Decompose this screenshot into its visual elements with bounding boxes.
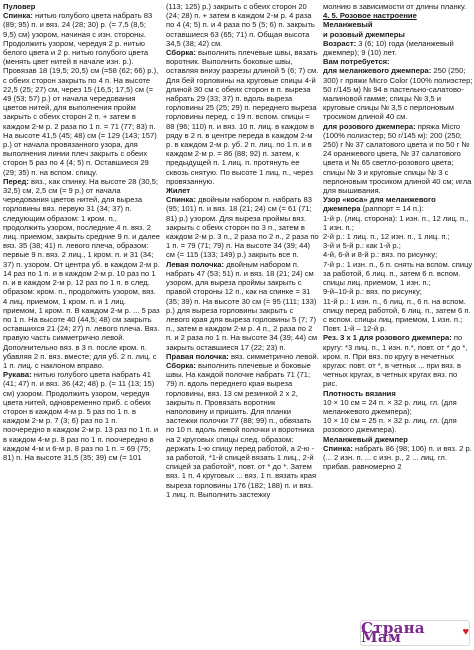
kosa-label: Узор «коса» для меланжевого джемпера — [323, 195, 436, 214]
assembly-label: Сборка: — [166, 48, 196, 58]
age-label: Возраст: — [323, 38, 357, 48]
paragraph-vest-assembly — [166, 361, 319, 499]
section-title: 4. 5. Розовое настроение — [323, 11, 417, 21]
materials-melange-label: для меланжевого джемпера: — [323, 66, 432, 76]
materials-label: Вам потребуется: — [323, 57, 390, 67]
rib-text: по кругу: *3 лиц. п., 1 изн. п.*, повт. от * до *, кром. п. При вяз. по кругу в нечетных кругах: повт. от *, в четных ... при вяз. в четных кругах, в четных кругах вяз. по рис. — [323, 333, 468, 389]
front-label: Перед: — [3, 176, 29, 186]
sleeves-label: Рукава: — [3, 370, 32, 380]
paragraph-kosa — [323, 195, 473, 213]
vest-back-label: Спинка: — [166, 195, 196, 205]
intro-text: молнию в зависимости от длины планку. — [323, 2, 467, 11]
materials-melange-text: 250 (250; 300) г пряжи Micro Color (100% полиэстер; 50 г/145 м) № 94 в пастельно-салатово-малиновой гамме; спицы № 3,5 и круговые спицы № 3,5 с перлоновым тросиком длиной 40 см. — [323, 66, 473, 122]
right-front-text: вяз. симметрично левой. — [230, 351, 319, 361]
kosa-row-7: 7-й р.: 1 изн. п., 6 п. снять на вспом. спицу за работой, 6 лиц. п., затем 6 п. вспом. спицы лиц. приемом, 1 изн. п.; — [323, 259, 473, 288]
kosa-row-9: 9-й–10-й р.: вяз. по рисунку; — [323, 287, 422, 297]
density-melange: 10 × 10 см = 24 п. × 32 р. лиц. гл. (для меланжевого джемпера); — [323, 397, 457, 416]
paragraph-materials-pink — [323, 122, 473, 196]
paragraph-vest-back — [166, 195, 319, 259]
kosa-rapport: (раппорт = 14 п.): — [362, 204, 424, 214]
melange-title: Меланжевый джемпер — [323, 434, 408, 444]
melange-back-label: Спинка: — [323, 443, 353, 453]
paragraph-sleeves — [3, 370, 160, 462]
density-label: Плотность вязания — [323, 388, 396, 398]
column-1 — [3, 2, 160, 648]
kosa-row-4: 4-й, 6-й и 8-й р.: вяз. по рисунку; — [323, 250, 438, 260]
paragraph-back — [3, 11, 160, 177]
heart-icon: ♥ — [462, 626, 469, 639]
column-2 — [166, 2, 319, 648]
paragraph-melange-back — [323, 444, 473, 472]
paragraph-materials-melange — [323, 66, 473, 121]
paragraph-front — [3, 177, 160, 370]
vest-assembly-label: Сборка: — [166, 360, 196, 370]
front-text: вяз., как спинку. На высоте 28 (30,5; 32,5) см, 2,5 см (= 9 р.) от начала чередования цветов нитей, для выреза горловины вяз. первую 31 (34; 37) п. следующим образом: 1 кром. п., продолжить узором, последние 4 п. вяз. 2 лиц. приемом, закрыть средние 9 п. и далее вяз. 35 (38; 41) п. левого плеча, образом: первые 9 п. вяз. 2 лиц., 1 кром. п. и 31 (34; 37) п. узором. От центра уб. в каждом 2-м р. 14 раз по 1 п. и в каждом 2-м р. 10 раз по 1 п. и в каждом 2-м р. 12 раз по 1 п. в след. образом: кром. п., продолжить узором, вяз. 4 лиц. приемом, 1 кром. п. и 1 лиц. приемом, 1 кром. п. В каждом 2-м р. ... 5 раз по 1 п. На высоте 40 (44,5; 48) см закрыть оставшихся 21 (24; 27) п. левого плеча. Вяз. правую часть симметрично левой. Дополнительно вяз. в 3 п. после кром. п. убавляя 2 п. вяз. вместе; для уб. 2 п. лиц. с 1 п. лиц. с наклоном вправо. — [3, 176, 160, 370]
density-pink: 10 × 10 см = 25 п. × 32 р. лиц. гл. (для розового джемпера). — [323, 416, 457, 435]
paragraph-right-front — [166, 352, 319, 361]
right-front-label: Правая полочка: — [166, 351, 229, 361]
paragraph-left-front — [166, 260, 319, 352]
materials-pink-label: для розового джемпера: — [323, 121, 416, 131]
paragraph-age — [323, 39, 473, 57]
back-text: нитью голубого цвета набрать 83 (89; 95) п. и вяз. 24 (28; 30) р. (= 7,5 (8,5; 9,5) см) узором, начиная с изн. стороны. Продолжить узором, чередуя 2 р. нитью белого цвета и 2 р. нитью голубого цвета (менять цвет нитей в начале изн. р.). Провязав 18 (19,5; 20,5) см (=58 (62; 66) р.), с обеих сторон закрыть по 4 п. На высоте 22,5 (25; 27) см, через 15 (16,5; 17,5) см (= 49 (53; 57) р.) от начала чередования цветов нитей, для выполнения пройм закрыть с обеих сторон 2 п. + затем в каждом 2-м р. 2 раза по 1 п. = 71 (77; 83) п. На высоте 41,5 (45; 48) см (= 129 (143; 157) р.) от начала провязанного узора, для выполнения линии плеч закрыть с обеих сторон 5 раз по 4 (4; 5) п. Оставшиеся 29 (29; 35) п. на вспом. спицу. — [3, 11, 159, 177]
paragraph-assembly — [166, 48, 319, 186]
sleeves-continued: (113; 125) р.) закрыть с обеих сторон 20 (24; 28) п. + затем в каждом 2-м р. 4 раза по 4 (4; 5) п. и 4 раза по 5 (5; 6) п. закрыть оставшиеся 63 (65; 71) п. Общая высота 34,5 (38; 42) см. — [166, 2, 315, 48]
section-subtitle-2: и розовый джемперы — [323, 29, 405, 39]
vest-title: Жилет — [166, 186, 191, 196]
melange-back-text: набрать 86 (98; 106) п. и вяз. 2 р. (... 2 изн. п. ... с изн. р., 2 ... лиц. гл. прибав. равномерно 2 — [323, 443, 472, 472]
kosa-row-3: 3-й и 5-й р.: как 1-й р.; — [323, 241, 401, 251]
left-front-text: двойным набором п. набрать 47 (53; 51) п. и вяз. 18 (21; 24) см узором, для выреза проймы закрыть с правой стороны 12 п., как на спинке = 31 (35; 39) п. На высоте 30 см (= 95 (111; 133) р.) для выреза горловины закрыть с левого края для выреза горловины 5 (7; 7) п., затем в каждом 2-м р. 4 п., 2 раза по 2 п. и 2 раза по 1 п. На высоте 34 (39; 44) см закрыть оставшиеся 17 (22; 23) п. — [166, 259, 318, 352]
vest-back-text: двойным набором п. набрать 83 (95; 101) п. и вяз. 18 (21; 24) см (= 61 (71; 81) р.) узором. Для выреза проймы вяз. закрыть с обеих сторон по 3 п., затем в каждом 2-м р. 3 п., 2 раза по 2 п., 2 раза по 1 п. = 79 (71; 79) п. На высоте 34 (39; 44) см (= 115 (133; 149) р.) закрыть все п. — [166, 195, 319, 260]
kosa-row-1: 1-й р. (лиц. сторона): 1 изн. п., 12 лиц. п., 1 изн. п.; — [323, 213, 469, 232]
back-label: Спинка: — [3, 11, 33, 21]
paragraph-rib — [323, 333, 473, 388]
section-subtitle-1: Меланжевый — [323, 20, 373, 30]
left-front-label: Левая полочка: — [166, 259, 225, 269]
pullover-title: Пуловер — [3, 2, 36, 11]
kosa-repeat: Повт. 1-й – 12-й р. — [323, 324, 387, 334]
assembly-text: выполнить плечевые швы, вязать воротник. Выполнить боковые швы, оставляя внизу разрезы длиной 5 (6; 7) см. Для бей горловины на круговые спицы 4-й длиной 30 см с обеих сторон в п. выреза набрать 29 (33; 37) п. вдоль выреза горловины 25 (25; 29) п. переднего выреза горловины перед. с 19 п. вспом. спицы = 88 (96; 110) п. и вяз. 10 п. лиц. в каждом в ряду в 2 п. в центре переда в каждом 2-м р. в каждом 2-м р. уб. 2 п. лиц. по 1 п. и в каждом 2-м р. = 86 (88; 92) п. затем, к предыдущей п. 1 лиц. п. протянуть ее сквозь снятую. По высоте 1 лиц. п., через провязанную. — [166, 48, 319, 186]
site-watermark — [360, 620, 470, 646]
kosa-row-11: 11-й р.: 1 изн. п., 6 лиц. п., 6 п. на вспом. спицу перед работой, 6 лиц. п., затем 6 п. с вспом. спицы лиц. приемом, 1 изн. п.; — [323, 296, 471, 324]
vest-assembly-text: выполнить плечевые и боковые швы. На каждой полочке набрать 71 (71; 79) п. вдоль переднего края выреза горловины, вяз. 13 см резинкой 2 x 2, закрыть п. Провязать воротник наполовину и пришить. Для планки застежки полочки 77 (88; 99) п., обвязать по 10 п. вдоль левой полочки и воротника на 2 круговых спицы след. образом: держать 1-ю спицу перед работой, а 2-ю - за работой, *1-й спицей вязать 1 лиц., 2-й спицей за работой*, повт. от * до *. Затем вяз. 1 п. 4 круговых ... вяз. 1 п. вязать края выреза горловины 176 (182; 188) п. и вяз. 1 лиц. п. Выполнить застежку — [166, 360, 317, 499]
column-3 — [323, 2, 473, 648]
watermark-text: Страна Мам — [361, 618, 425, 646]
rib-label: Рез. 3 х 1 для розового джемпера: — [323, 333, 452, 343]
age-text: 3 (6; 10) года (меланжевый джемпер); 9 (10) лет. — [323, 38, 454, 58]
materials-pink-text: пряжа Micro (100% полиэстер; 50 г/145 м): 200 (250; 250) г № 37 салатового цвета и по 50 г № 24 оранжевого цвета, № 37 салатового цвета и № 65 светло-розового цвета; спицы № 3 и круговые спицы № 3 с перлоновым тросиком длиной 40 см; игла для вышивания. — [323, 121, 472, 196]
kosa-row-2: 2-й р.: 1 лиц. п., 12 изн. п., 1 лиц. п.; — [323, 232, 450, 242]
sleeves-text: нитью голубого цвета набрать 41 (41; 47) п. и вяз. 36 (42; 48) р. (= 11 (13; 15) см) узором. Продолжить узором, чередуя цвета нитей, одновременно приб. с обеих сторон в каждом 4-м р. 5 раз по 1 п. в каждом 2-м р. 7 (3; 6) раз по 1 п. поочередно в каждом 2-м р. 13 раз по 1 п. и в каждом 4-м р. 8 раз по 1 п. поочередно в каждом 4-м и 6-м р. 8 раз по 1 п. = 69 (75; 81) п. На высоте 31,5 (35; 39) см (= 101 — [3, 370, 159, 462]
